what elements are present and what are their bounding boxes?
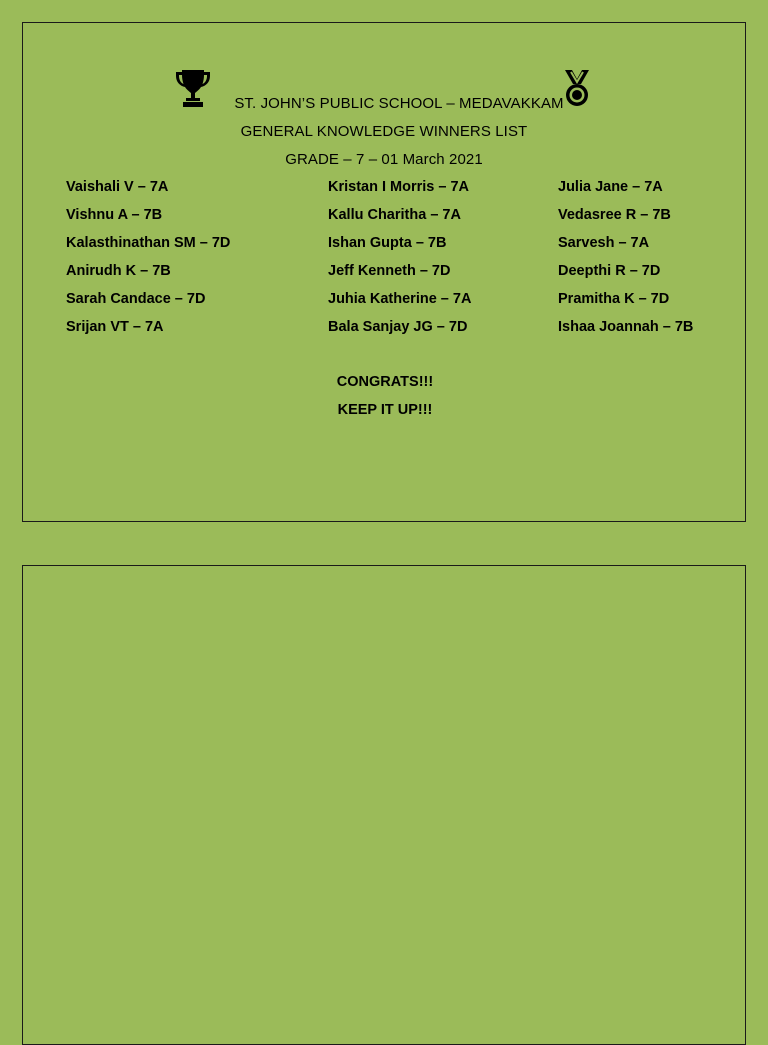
winner-name: Ishan Gupta – 7B — [328, 235, 447, 251]
document-page-1 — [22, 22, 746, 522]
winner-name: Kristan I Morris – 7A — [328, 179, 470, 195]
winner-name: Deepthi R – 7D — [558, 263, 661, 279]
winner-name: Vaishali V – 7A — [66, 179, 169, 195]
winner-name: Vishnu A – 7B — [66, 207, 163, 223]
grade-date: GRADE – 7 – 01 March 2021 — [285, 151, 483, 168]
winner-name: Srijan VT – 7A — [66, 319, 164, 335]
winner-name: Julia Jane – 7A — [558, 179, 663, 195]
winners-column-2 — [328, 178, 471, 346]
winners-column-3 — [558, 178, 693, 346]
winner-name: Pramitha K – 7D — [558, 291, 670, 307]
school-name: ST. JOHN’S PUBLIC SCHOOL – MEDAVAKKAM — [234, 95, 564, 112]
winner-name: Kalasthinathan SM – 7D — [66, 235, 231, 251]
winner-name: Bala Sanjay JG – 7D — [328, 319, 468, 335]
winner-name: Sarah Candace – 7D — [66, 291, 206, 307]
document-page-2 — [22, 565, 746, 1045]
list-title: GENERAL KNOWLEDGE WINNERS LIST — [240, 123, 528, 140]
keep-it-up-text: KEEP IT UP!!! — [337, 402, 433, 418]
winner-name: Vedasree R – 7B — [558, 207, 671, 223]
winner-name: Ishaa Joannah – 7B — [558, 319, 694, 335]
winner-name: Juhia Katherine – 7A — [328, 291, 472, 307]
winner-name: Sarvesh – 7A — [558, 235, 650, 251]
winner-name: Kallu Charitha – 7A — [328, 207, 461, 223]
winners-column-1 — [66, 178, 230, 346]
winner-name: Anirudh K – 7B — [66, 263, 171, 279]
winner-name: Jeff Kenneth – 7D — [328, 263, 451, 279]
congrats-text: CONGRATS!!! — [336, 374, 434, 390]
